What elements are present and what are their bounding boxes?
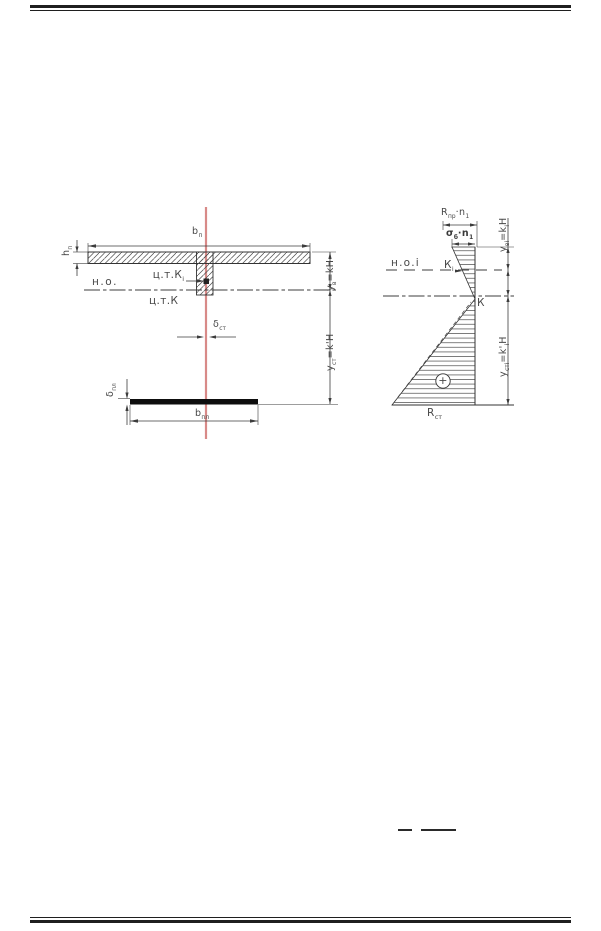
centroid-dot bbox=[204, 279, 210, 285]
label-concrete-resistance: $R_{пр}\cdot n_1$ bbox=[441, 207, 470, 220]
label-centroid-composite: $ц.т.К_i$ bbox=[152, 269, 184, 284]
label-concrete-stress: $\sigma_б\cdot n_1$ bbox=[446, 228, 474, 241]
label-y-lower: $y_{ст}=k'H$ bbox=[325, 333, 338, 371]
label-top-flange-width: $b_п$ bbox=[192, 226, 203, 239]
label-y-upper: $y_в=kH$ bbox=[325, 259, 338, 291]
label-slab-thickness: $h_п$ bbox=[61, 245, 74, 256]
label-plus-sign: + bbox=[438, 373, 448, 387]
label-y-upper-i: $y_{вi}=k_iH$ bbox=[498, 217, 511, 252]
label-neutral-axis-i: н.о.i bbox=[391, 257, 420, 269]
label-centroid-steel: ц.т.К bbox=[149, 295, 179, 307]
label-bottom-flange-width: $b_{пл}$ bbox=[194, 408, 210, 421]
compression-stress-area bbox=[452, 247, 475, 299]
web-stub bbox=[197, 252, 214, 295]
bottom-flange-plate bbox=[130, 399, 258, 405]
label-web-thickness: $\delta_{ст}$ bbox=[213, 319, 226, 332]
label-point-ki: $К_i$ bbox=[444, 259, 454, 274]
beam-cross-section bbox=[73, 207, 338, 439]
label-neutral-axis: н.о. bbox=[92, 276, 118, 288]
label-bottom-flange-thickness: $\delta_{пл}$ bbox=[105, 383, 118, 397]
label-steel-resistance: $R_{ст}$ bbox=[427, 407, 443, 422]
label-y-lower-i: $y_{стi}=k'_iH$ bbox=[498, 336, 511, 377]
label-point-k: К bbox=[477, 297, 485, 309]
